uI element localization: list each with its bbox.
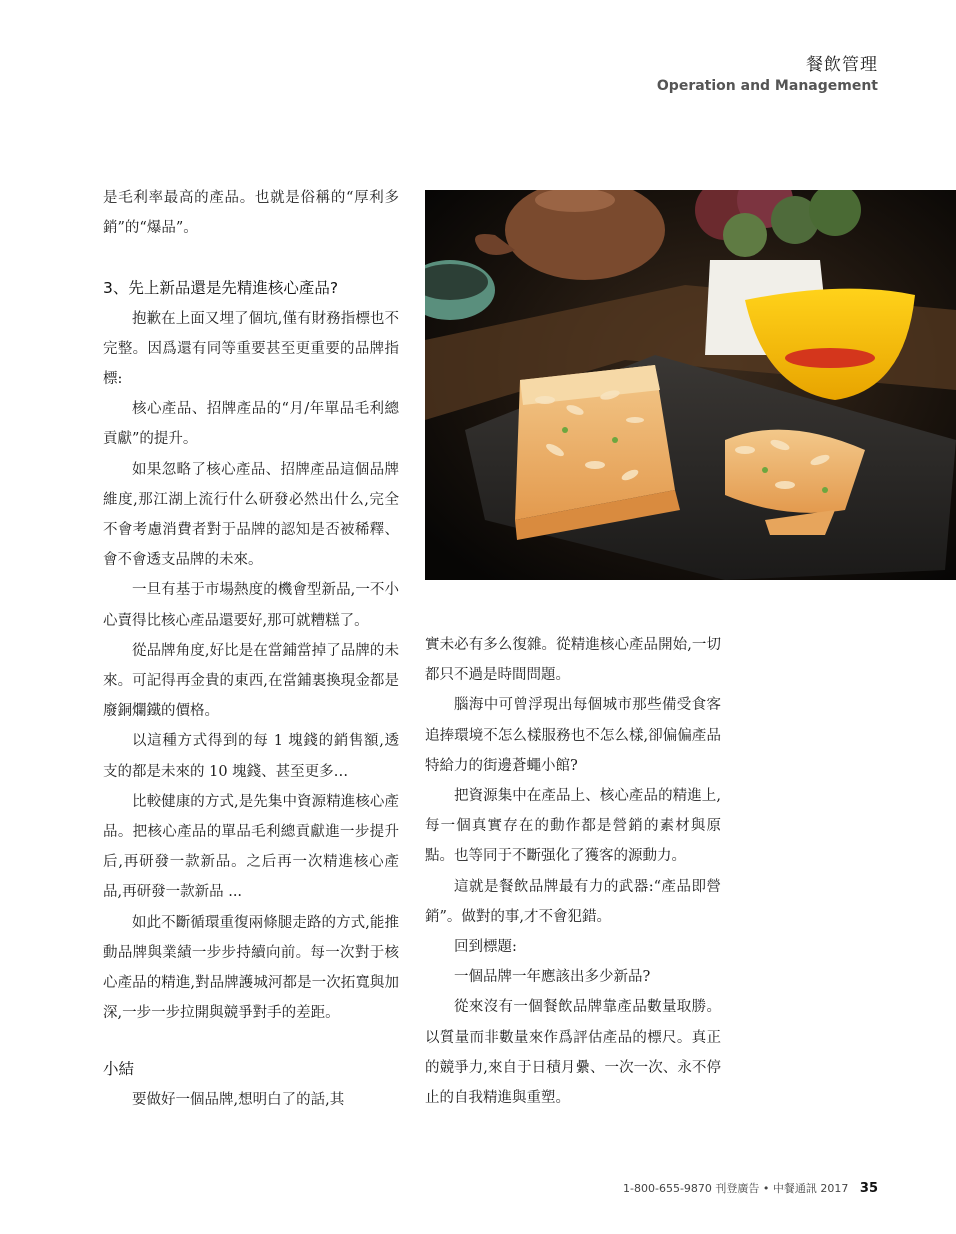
section-title-zh: 餐飲管理 (806, 55, 878, 75)
section-header (657, 50, 878, 94)
paragraph: 抱歉在上面又埋了個坑,僅有財務指標也不完整。因爲還有同等重要甚至更重要的品牌指標: (103, 310, 399, 388)
paragraph: 從品牌角度,好比是在當鋪當掉了品牌的未來。可記得再金貴的東西,在當鋪裏換現金都是廢銅爛鐵的價格。 (103, 642, 399, 720)
paragraph: 腦海中可曾浮現出每個城市那些備受食客追捧環境不怎么樣服務也不怎么樣,卻偏偏產品特給力的街邊蒼蠅小館? (425, 697, 721, 774)
paragraph: 核心產品、招牌產品的“月/年單品毛利總貢獻”的提升。 (103, 401, 399, 448)
paragraph: 一個品牌一年應該出多少新品? (454, 969, 651, 986)
paragraph: 這就是餐飲品牌最有力的武器:“產品即營銷”。做對的事,才不會犯錯。 (425, 878, 721, 925)
footer-phone: 1-800-655-9870 (623, 1182, 712, 1195)
paragraph: 實未必有多么復雜。從精進核心產品開始,一切都只不過是時間問題。 (425, 637, 721, 684)
page-number: 35 (859, 1181, 878, 1196)
footer-publication: 刊登廣告 • 中餐通訊 2017 (715, 1182, 849, 1195)
section-heading: 3、先上新品還是先精進核心產品? (103, 279, 339, 298)
paragraph: 比較健康的方式,是先集中資源精進核心產品。把核心產品的單品毛利總貢獻進一步提升后,再研發一款新品。之后再一次精進核心產品,再研發一款新品 ... (103, 793, 399, 901)
paragraph: 要做好一個品牌,想明白了的話,其 (132, 1091, 345, 1108)
paragraph: 如此不斷循環重復兩條腿走路的方式,能推動品牌與業績一步步持續向前。每一次對于核心產品的精進,對品牌護城河都是一次拓寬與加深,一步一步拉開與競爭對手的差距。 (103, 914, 399, 1022)
section-heading: 小結 (103, 1060, 135, 1079)
left-text-column (103, 183, 399, 1115)
paragraph: 一旦有基于市場熱度的機會型新品,一不小心賣得比核心產品還要好,那可就糟糕了。 (103, 582, 399, 629)
section-title-en: Operation and Management (656, 78, 878, 94)
paragraph: 回到標題: (454, 939, 517, 956)
paragraph: 把資源集中在產品上、核心產品的精進上,每一個真實存在的動作都是營銷的素材與原點。也等同于不斷强化了獲客的源動力。 (425, 788, 721, 865)
paragraph: 從來沒有一個餐飲品牌靠產品數量取勝。以質量而非數量來作爲評估產品的標尺。真正的競爭力,來自于日積月纍、一次一次、永不停止的自我精進與重塑。 (425, 999, 721, 1107)
section-spacer (103, 243, 399, 273)
right-text-column (425, 630, 721, 1113)
paragraph: 是毛利率最高的產品。也就是俗稱的“厚利多銷”的“爆品”。 (103, 190, 399, 237)
food-photo-illustration (425, 190, 956, 580)
page-footer (623, 1180, 878, 1196)
section-spacer (103, 1028, 399, 1054)
food-photo (425, 190, 956, 580)
paragraph: 以這種方式得到的每 1 塊錢的銷售額,透支的都是未來的 10 塊錢、甚至更多… (103, 733, 399, 780)
paragraph: 如果忽略了核心產品、招牌產品這個品牌維度,那江湖上流行什么研發必然出什么,完全不會考慮消費者對于品牌的認知是否被稀釋、會不會透支品牌的未來。 (103, 461, 399, 569)
